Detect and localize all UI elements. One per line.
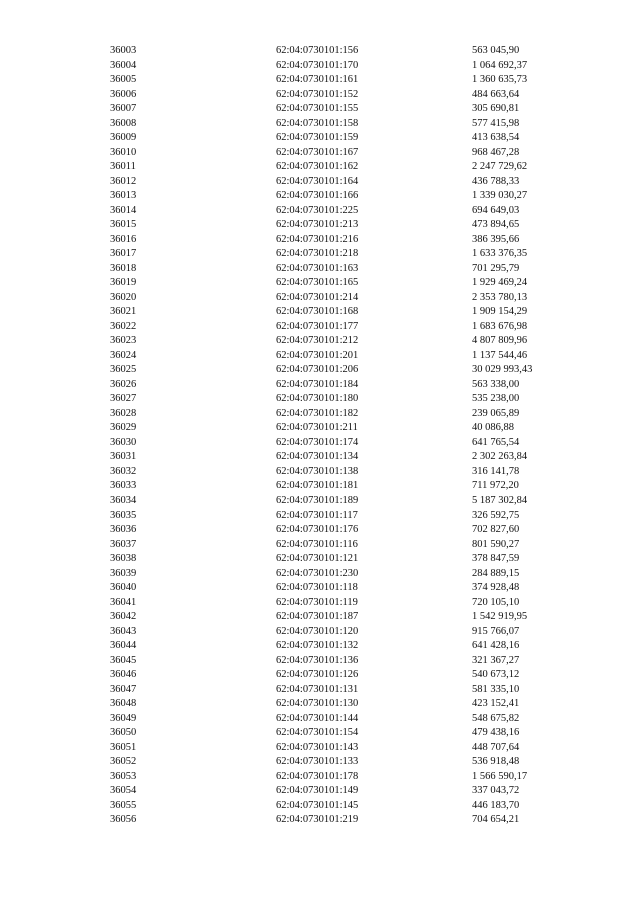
table-row	[0, 610, 640, 625]
cadastral-value: 641 428,16	[472, 640, 520, 652]
cadastral-number: 62:04:0730101:216	[276, 233, 359, 245]
cadastral-number: 62:04:0730101:118	[276, 582, 358, 594]
cadastral-value: 448 707,64	[472, 741, 520, 753]
cadastral-number: 62:04:0730101:189	[276, 494, 359, 506]
cadastral-number: 62:04:0730101:117	[276, 509, 358, 521]
cadastral-value: 337 043,72	[472, 785, 520, 797]
cadastral-value: 374 928,48	[472, 582, 520, 594]
table-row	[0, 552, 640, 567]
table-row	[0, 175, 640, 190]
cadastral-value: 968 467,28	[472, 146, 520, 158]
cadastral-value: 386 395,66	[472, 233, 520, 245]
cadastral-value: 284 889,15	[472, 567, 520, 579]
cadastral-number: 62:04:0730101:225	[276, 204, 359, 216]
cadastral-number: 62:04:0730101:168	[276, 306, 359, 318]
row-number: 36052	[110, 756, 137, 768]
cadastral-number: 62:04:0730101:156	[276, 45, 359, 56]
cadastral-value: 378 847,59	[472, 553, 520, 565]
cadastral-number: 62:04:0730101:120	[276, 625, 359, 637]
cadastral-value: 446 183,70	[472, 799, 520, 811]
cadastral-number: 62:04:0730101:155	[276, 103, 359, 115]
cadastral-number: 62:04:0730101:154	[276, 727, 359, 739]
row-number: 36042	[110, 611, 137, 623]
cadastral-number: 62:04:0730101:136	[276, 654, 359, 666]
cadastral-number: 62:04:0730101:178	[276, 770, 359, 782]
table-row	[0, 625, 640, 640]
cadastral-number: 62:04:0730101:130	[276, 698, 359, 710]
table-row	[0, 509, 640, 524]
cadastral-number: 62:04:0730101:170	[276, 59, 359, 71]
cadastral-number: 62:04:0730101:116	[276, 538, 358, 550]
cadastral-value: 484 663,64	[472, 88, 520, 100]
cadastral-value: 563 338,00	[472, 378, 520, 390]
cadastral-value: 704 654,21	[472, 814, 520, 826]
cadastral-value: 239 065,89	[472, 407, 520, 419]
row-number: 36054	[110, 785, 137, 797]
table-row	[0, 407, 640, 422]
row-number: 36012	[110, 175, 137, 187]
table-row	[0, 117, 640, 132]
cadastral-number: 62:04:0730101:158	[276, 117, 359, 129]
cadastral-value: 581 335,10	[472, 683, 520, 695]
row-number: 36031	[110, 451, 137, 463]
table-row	[0, 639, 640, 654]
table-row	[0, 44, 640, 59]
row-number: 36008	[110, 117, 137, 129]
cadastral-value: 413 638,54	[472, 132, 520, 144]
cadastral-value: 326 592,75	[472, 509, 520, 521]
cadastral-value: 641 765,54	[472, 436, 520, 448]
row-number: 36033	[110, 480, 137, 492]
table-row	[0, 305, 640, 320]
cadastral-value: 4 807 809,96	[472, 335, 528, 347]
row-number: 36027	[110, 393, 137, 405]
cadastral-number: 62:04:0730101:126	[276, 669, 359, 681]
table-row	[0, 465, 640, 480]
cadastral-value: 1 683 676,98	[472, 320, 528, 332]
row-number: 36043	[110, 625, 137, 637]
row-number: 36020	[110, 291, 137, 303]
cadastral-number: 62:04:0730101:161	[276, 74, 359, 86]
table-row	[0, 291, 640, 306]
table-row	[0, 726, 640, 741]
cadastral-number: 62:04:0730101:184	[276, 378, 359, 390]
row-number: 36022	[110, 320, 137, 332]
table-row	[0, 436, 640, 451]
row-number: 36024	[110, 349, 137, 361]
row-number: 36007	[110, 103, 137, 115]
table-row	[0, 131, 640, 146]
row-number: 36040	[110, 582, 137, 594]
table-row	[0, 799, 640, 814]
table-row	[0, 276, 640, 291]
row-number: 36041	[110, 596, 137, 608]
table-row	[0, 784, 640, 799]
row-number: 36044	[110, 640, 137, 652]
cadastral-number: 62:04:0730101:230	[276, 567, 359, 579]
row-number: 36053	[110, 770, 137, 782]
table-row	[0, 697, 640, 712]
table-row	[0, 160, 640, 175]
cadastral-value: 40 086,88	[472, 422, 514, 434]
cadastral-value: 1 064 692,37	[472, 59, 528, 71]
cadastral-value: 563 045,90	[472, 45, 520, 56]
row-number: 36035	[110, 509, 137, 521]
cadastral-value: 1 360 635,73	[472, 74, 528, 86]
cadastral-value: 1 909 154,29	[472, 306, 528, 318]
cadastral-value: 2 302 263,84	[472, 451, 528, 463]
cadastral-value: 535 238,00	[472, 393, 520, 405]
cadastral-number: 62:04:0730101:162	[276, 161, 359, 173]
cadastral-number: 62:04:0730101:144	[276, 712, 359, 724]
cadastral-number: 62:04:0730101:211	[276, 422, 358, 434]
cadastral-value: 473 894,65	[472, 219, 520, 231]
table-row	[0, 334, 640, 349]
cadastral-value: 915 766,07	[472, 625, 520, 637]
cadastral-number: 62:04:0730101:187	[276, 611, 359, 623]
table-row	[0, 755, 640, 770]
cadastral-value: 540 673,12	[472, 669, 520, 681]
row-number: 36056	[110, 814, 137, 826]
cadastral-value: 479 438,16	[472, 727, 520, 739]
table-row	[0, 581, 640, 596]
table-row	[0, 654, 640, 669]
table-row	[0, 378, 640, 393]
cadastral-number: 62:04:0730101:218	[276, 248, 359, 260]
cadastral-number: 62:04:0730101:152	[276, 88, 359, 100]
table-row	[0, 421, 640, 436]
cadastral-value: 1 339 030,27	[472, 190, 528, 202]
row-number: 36039	[110, 567, 137, 579]
row-number: 36011	[110, 161, 136, 173]
cadastral-value: 423 152,41	[472, 698, 520, 710]
row-number: 36028	[110, 407, 137, 419]
cadastral-value: 321 367,27	[472, 654, 520, 666]
cadastral-number: 62:04:0730101:133	[276, 756, 359, 768]
table-row	[0, 59, 640, 74]
cadastral-number: 62:04:0730101:149	[276, 785, 359, 797]
cadastral-value: 577 415,98	[472, 117, 520, 129]
cadastral-value: 30 029 993,43	[472, 364, 533, 376]
row-number: 36018	[110, 262, 137, 274]
cadastral-number: 62:04:0730101:164	[276, 175, 359, 187]
row-number: 36038	[110, 553, 137, 565]
cadastral-number: 62:04:0730101:167	[276, 146, 359, 158]
cadastral-number: 62:04:0730101:138	[276, 465, 359, 477]
cadastral-number: 62:04:0730101:181	[276, 480, 359, 492]
cadastral-value: 1 542 919,95	[472, 611, 528, 623]
table-row	[0, 683, 640, 698]
row-number: 36021	[110, 306, 137, 318]
data-table	[0, 44, 640, 828]
row-number: 36045	[110, 654, 137, 666]
table-row	[0, 770, 640, 785]
cadastral-number: 62:04:0730101:119	[276, 596, 358, 608]
cadastral-number: 62:04:0730101:166	[276, 190, 359, 202]
cadastral-number: 62:04:0730101:174	[276, 436, 359, 448]
cadastral-value: 305 690,81	[472, 103, 520, 115]
table-row	[0, 349, 640, 364]
cadastral-value: 1 633 376,35	[472, 248, 528, 260]
row-number: 36016	[110, 233, 137, 245]
table-row	[0, 204, 640, 219]
row-number: 36026	[110, 378, 137, 390]
cadastral-value: 2 247 729,62	[472, 161, 528, 173]
cadastral-number: 62:04:0730101:182	[276, 407, 359, 419]
row-number: 36013	[110, 190, 137, 202]
table-row	[0, 450, 640, 465]
cadastral-number: 62:04:0730101:201	[276, 349, 359, 361]
row-number: 36009	[110, 132, 137, 144]
cadastral-number: 62:04:0730101:214	[276, 291, 359, 303]
row-number: 36005	[110, 74, 137, 86]
row-number: 36034	[110, 494, 137, 506]
cadastral-value: 711 972,20	[472, 480, 519, 492]
table-row	[0, 218, 640, 233]
cadastral-value: 702 827,60	[472, 524, 520, 536]
table-row	[0, 88, 640, 103]
row-number: 36017	[110, 248, 137, 260]
cadastral-number: 62:04:0730101:165	[276, 277, 359, 289]
cadastral-value: 548 675,82	[472, 712, 520, 724]
table-row	[0, 523, 640, 538]
row-number: 36048	[110, 698, 137, 710]
row-number: 36015	[110, 219, 137, 231]
table-row	[0, 567, 640, 582]
cadastral-value: 5 187 302,84	[472, 494, 528, 506]
cadastral-value: 1 137 544,46	[472, 349, 528, 361]
table-row	[0, 494, 640, 509]
row-number: 36032	[110, 465, 137, 477]
cadastral-number: 62:04:0730101:180	[276, 393, 359, 405]
row-number: 36036	[110, 524, 137, 536]
row-number: 36046	[110, 669, 137, 681]
table-row	[0, 741, 640, 756]
table-row	[0, 363, 640, 378]
row-number: 36019	[110, 277, 137, 289]
table-row	[0, 233, 640, 248]
row-number: 36025	[110, 364, 137, 376]
table-row	[0, 102, 640, 117]
row-number: 36050	[110, 727, 137, 739]
row-number: 36055	[110, 799, 137, 811]
row-number: 36014	[110, 204, 137, 216]
cadastral-number: 62:04:0730101:131	[276, 683, 359, 695]
row-number: 36047	[110, 683, 137, 695]
table-row	[0, 668, 640, 683]
table-row	[0, 73, 640, 88]
table-row	[0, 712, 640, 727]
cadastral-number: 62:04:0730101:206	[276, 364, 359, 376]
table-row	[0, 320, 640, 335]
cadastral-value: 436 788,33	[472, 175, 520, 187]
cadastral-number: 62:04:0730101:177	[276, 320, 359, 332]
table-row	[0, 262, 640, 277]
cadastral-value: 2 353 780,13	[472, 291, 528, 303]
row-number: 36006	[110, 88, 137, 100]
cadastral-number: 62:04:0730101:213	[276, 219, 359, 231]
table-row	[0, 596, 640, 611]
cadastral-number: 62:04:0730101:121	[276, 553, 359, 565]
row-number: 36051	[110, 741, 137, 753]
row-number: 36010	[110, 146, 137, 158]
cadastral-number: 62:04:0730101:145	[276, 799, 359, 811]
cadastral-number: 62:04:0730101:176	[276, 524, 359, 536]
cadastral-value: 316 141,78	[472, 465, 520, 477]
cadastral-value: 536 918,48	[472, 756, 520, 768]
row-number: 36037	[110, 538, 137, 550]
cadastral-number: 62:04:0730101:134	[276, 451, 359, 463]
row-number: 36030	[110, 436, 137, 448]
table-row	[0, 247, 640, 262]
cadastral-value: 1 929 469,24	[472, 277, 528, 289]
table-row	[0, 189, 640, 204]
cadastral-value: 801 590,27	[472, 538, 520, 550]
cadastral-value: 720 105,10	[472, 596, 520, 608]
row-number: 36029	[110, 422, 137, 434]
cadastral-number: 62:04:0730101:159	[276, 132, 359, 144]
cadastral-number: 62:04:0730101:219	[276, 814, 359, 826]
cadastral-number: 62:04:0730101:212	[276, 335, 359, 347]
table-row	[0, 813, 640, 828]
row-number: 36003	[110, 45, 137, 56]
row-number: 36023	[110, 335, 137, 347]
table-row	[0, 479, 640, 494]
table-row	[0, 146, 640, 161]
table-row	[0, 538, 640, 553]
cadastral-value: 1 566 590,17	[472, 770, 528, 782]
cadastral-number: 62:04:0730101:132	[276, 640, 359, 652]
cadastral-value: 701 295,79	[472, 262, 520, 274]
cadastral-value: 694 649,03	[472, 204, 520, 216]
row-number: 36004	[110, 59, 137, 71]
cadastral-number: 62:04:0730101:163	[276, 262, 359, 274]
table-row	[0, 392, 640, 407]
cadastral-number: 62:04:0730101:143	[276, 741, 359, 753]
row-number: 36049	[110, 712, 137, 724]
